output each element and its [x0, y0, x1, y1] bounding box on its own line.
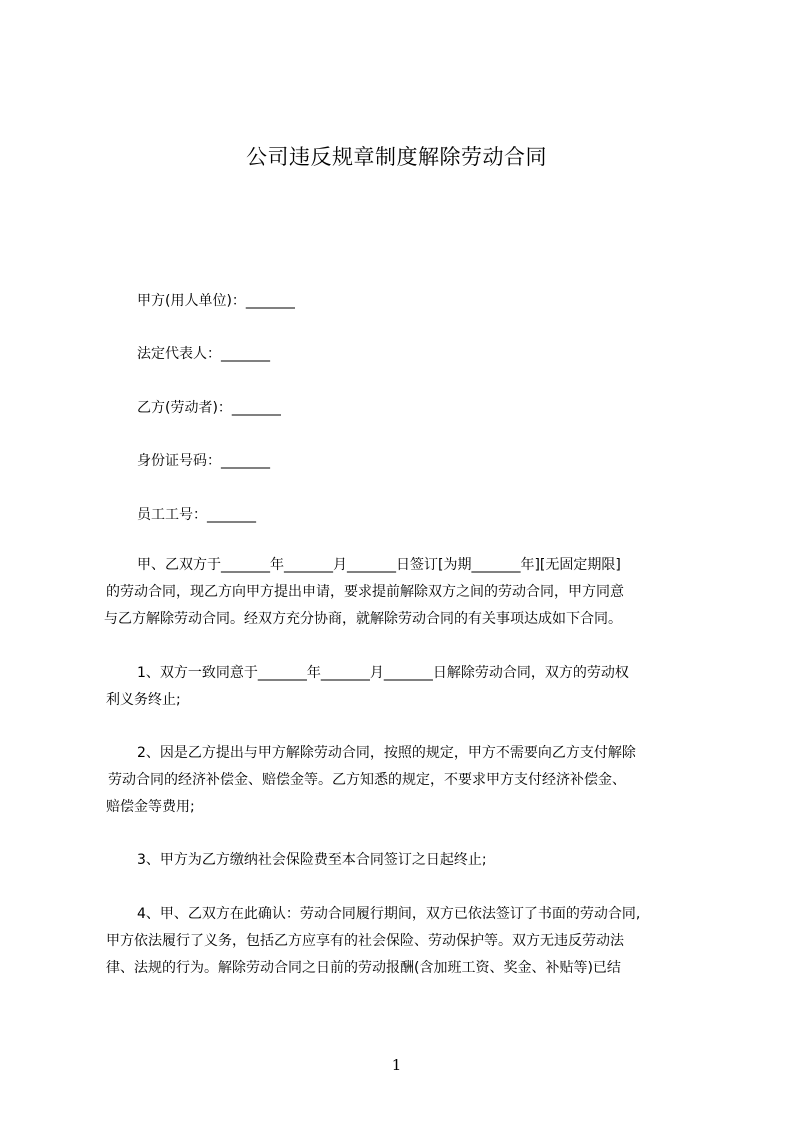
paragraph-line: 甲方依法履行了义务，包括乙方应享有的社会保险、劳动保护等。双方无违反劳动法 — [106, 933, 624, 949]
paragraph-line: 2、因是乙方提出与甲方解除劳动合同，按照的规定，甲方不需要向乙方支付解除 — [137, 745, 636, 761]
clause-1 — [104, 660, 724, 714]
paragraph-line: 劳动合同的经济补偿金、赔偿金等。乙方知悉的规定，不要求甲方支付经济补偿金、 — [108, 772, 626, 788]
legal-representative-field: 法定代表人：_______ — [137, 346, 270, 362]
paragraph-line: 利义务终止; — [106, 692, 181, 708]
paragraph-line: 赔偿金等费用; — [106, 799, 195, 815]
paragraph-line: 4、甲、乙双方在此确认：劳动合同履行期间，双方已依法签订了书面的劳动合同, — [137, 906, 641, 922]
paragraph-line: 与乙方解除劳动合同。经双方充分协商，就解除劳动合同的有关事项达成如下合同。 — [104, 611, 622, 627]
id-number-field: 身份证号码：_______ — [137, 453, 270, 469]
clause-3 — [104, 847, 724, 874]
paragraph-line: 甲、乙双方于_______年_______月_______日签订[为期_______年][无固定期限] — [137, 557, 621, 573]
clause-4 — [104, 901, 724, 982]
paragraph-line: 的劳动合同，现乙方向甲方提出申请，要求提前解除双方之间的劳动合同，甲方同意 — [106, 584, 624, 600]
clause-2 — [104, 740, 724, 821]
document-title: 公司违反规章制度解除劳动合同 — [246, 145, 547, 169]
page-number: 1 — [391, 1056, 402, 1074]
paragraph-line: 1、双方一致同意于_______年_______月_______日解除劳动合同，双方的劳动权 — [137, 665, 629, 681]
employee-number-field: 员工工号：_______ — [137, 507, 256, 523]
party-b-employee-field: 乙方(劳动者)：_______ — [137, 400, 281, 416]
paragraph-line: 3、甲方为乙方缴纳社会保险费至本合同签订之日起终止; — [137, 852, 487, 868]
paragraph-line: 律、法规的行为。解除劳动合同之日前的劳动报酬(含加班工资、奖金、补贴等)已结 — [106, 960, 621, 976]
intro-paragraph — [104, 552, 724, 633]
party-a-employer-field: 甲方(用人单位)：_______ — [137, 293, 295, 309]
